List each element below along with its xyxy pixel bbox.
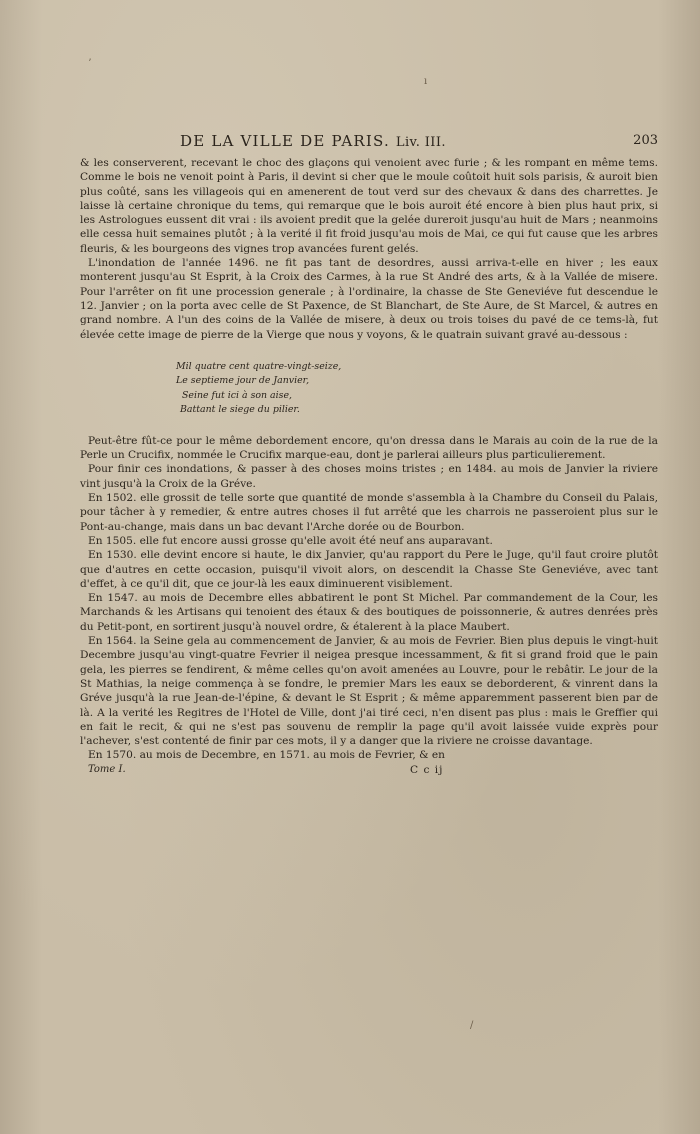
paragraph: Peut-être fût-ce pour le même debordement encore, qu'on dressa dans le Marais au coin de la rue de la Perle un Crucifix, nommée le Crucifix marque-eau, dont je parlerai ailleurs plus particulierement.: [80, 434, 658, 462]
body-text: [80, 156, 658, 763]
page-speck: ı: [424, 76, 428, 87]
paragraph: En 1505. elle fut encore aussi grosse qu'elle avoit été neuf ans auparavant.: [88, 534, 493, 547]
quatrain: [176, 360, 658, 418]
book-page: [80, 132, 658, 780]
signature-mark: C c ij: [410, 763, 444, 776]
paragraph: L'inondation de l'année 1496. ne fit pas tant de desordres, aussi arriva-t-elle en hiver ; les eaux monterent jusqu'au St Esprit, à la Croix des Carmes, à la rue St André des arts, & à la Vallée de misere. Pour l'arrêter on fit une procession generale ; à l'ordinaire, la chasse de Ste Geneviéve fut descendue le 12. Janvier ; on la porta avec celle de St Paxence, de St Blanchart, de Ste Aure, de St Marcel, & autres en grand nombre. A l'un des coins de la Vallée de misere, à deux ou trois toises du pavé de ce tems-là, fut élevée cette image de pierre de la Vierge que nous y voyons, & le quatrain suivant gravé au-dessous :: [80, 257, 658, 341]
book-number: Liv. III.: [395, 135, 446, 150]
paragraph: En 1570. au mois de Decembre, en 1571. au mois de Fevrier, & en: [88, 749, 445, 762]
page-speck: ʼ: [88, 58, 92, 69]
verse-line: Battant le siege du pilier.: [180, 404, 300, 416]
running-title: [180, 132, 446, 150]
running-title-text: DE LA VILLE DE PARIS.: [180, 132, 390, 150]
verse-line: Seine fut ici à son aise,: [182, 389, 292, 401]
paragraph: En 1530. elle devint encore si haute, le dix Janvier, qu'au rapport du Pere le Juge, qu'il faut croire plutôt que d'autres en cette occasion, puisqu'il vivoit alors, on descendit la Chasse Ste Geneviéve, avec tant d'effet, à ce qu'il dit, que ce jour-là les eaux diminuerent visiblement.: [80, 549, 658, 590]
paragraph: En 1547. au mois de Decembre elles abbatirent le pont St Michel. Par commandement de la Cour, les Marchands & les Artisans qui tenoient des étaux & des boutiques de poissonnerie, & autres denrées près du Petit-pont, en sortirent jusqu'à nouvel ordre, & étalerent à la place Maubert.: [80, 592, 658, 633]
running-header: [80, 132, 658, 152]
page-footer: [80, 764, 658, 780]
page-speck: /: [470, 1020, 474, 1031]
paragraph: En 1502. elle grossit de telle sorte que quantité de monde s'assembla à la Chambre du Conseil du Palais, pour tâcher à y remedier, & entre autres choses il fut arrêté que les charrois ne passeroient plus sur le Pont-au-change, mais dans un bac devant l'Arche dorée ou de Bourbon.: [80, 492, 658, 533]
paragraph: & les conserverent, recevant le choc des glaçons qui venoient avec furie ; & les rompant en même tems. Comme le bois ne venoit point à Paris, il devint si cher que le moule coûtoit huit sols parisis, & auroit bien plus coûté, sans les villageois qui en amenerent de tout verd sur des chevaux & dans des charrettes. Je laisse là certaine chronique du tems, qui remarque que le bois auroit été encore à bien plus haut prix, si les Astrologues eussent dit vrai : ils avoient predit que la gelée dureroit jusqu'au huit de Mars ; neanmoins elle cessa huit semaines plutôt ; à la verité il fit froid jusqu'au mois de Mai, ce qui fut cause que les arbres fleuris, & les bourgeons des vignes trop avancées furent gelés.: [80, 157, 658, 255]
paragraph: En 1564. la Seine gela au commencement de Janvier, & au mois de Fevrier. Bien plus depuis le vingt-huit Decembre jusqu'au vingt-quatre Fevrier il neigea presque incessamment, & fit si grand froid que le pain gela, les pierres se fendirent, & même celles qu'on avoit amenées au Louvre, pour le rebâtir. Le jour de la St Mathias, la neige commença à se fondre, le premier Mars les eaux se deborderent, & vinrent dans la Gréve jusqu'à la rue Jean-de-l'épine, & devant le St Esprit ; & même apparemment passerent bien par de là. A la verité les Regitres de l'Hotel de Ville, dont j'ai tiré ceci, n'en disent pas plus : mais le Greffier qui en fait le recit, & qui ne s'est pas souvenu de remplir la page qu'il avoit laissée vuide exprès pour l'achever, s'est contenté de finir par ces mots, il y a danger que la riviere ne croisse davantage.: [80, 635, 658, 748]
verse-line: Mil quatre cent quatre-vingt-seize,: [176, 360, 342, 372]
volume-label: Tome I.: [88, 763, 126, 775]
verse-line: Le septieme jour de Janvier,: [176, 375, 310, 387]
page-number: 203: [633, 133, 658, 148]
paragraph: Pour finir ces inondations, & passer à des choses moins tristes ; en 1484. au mois de Janvier la riviere vint jusqu'à la Croix de la Gréve.: [80, 463, 658, 490]
